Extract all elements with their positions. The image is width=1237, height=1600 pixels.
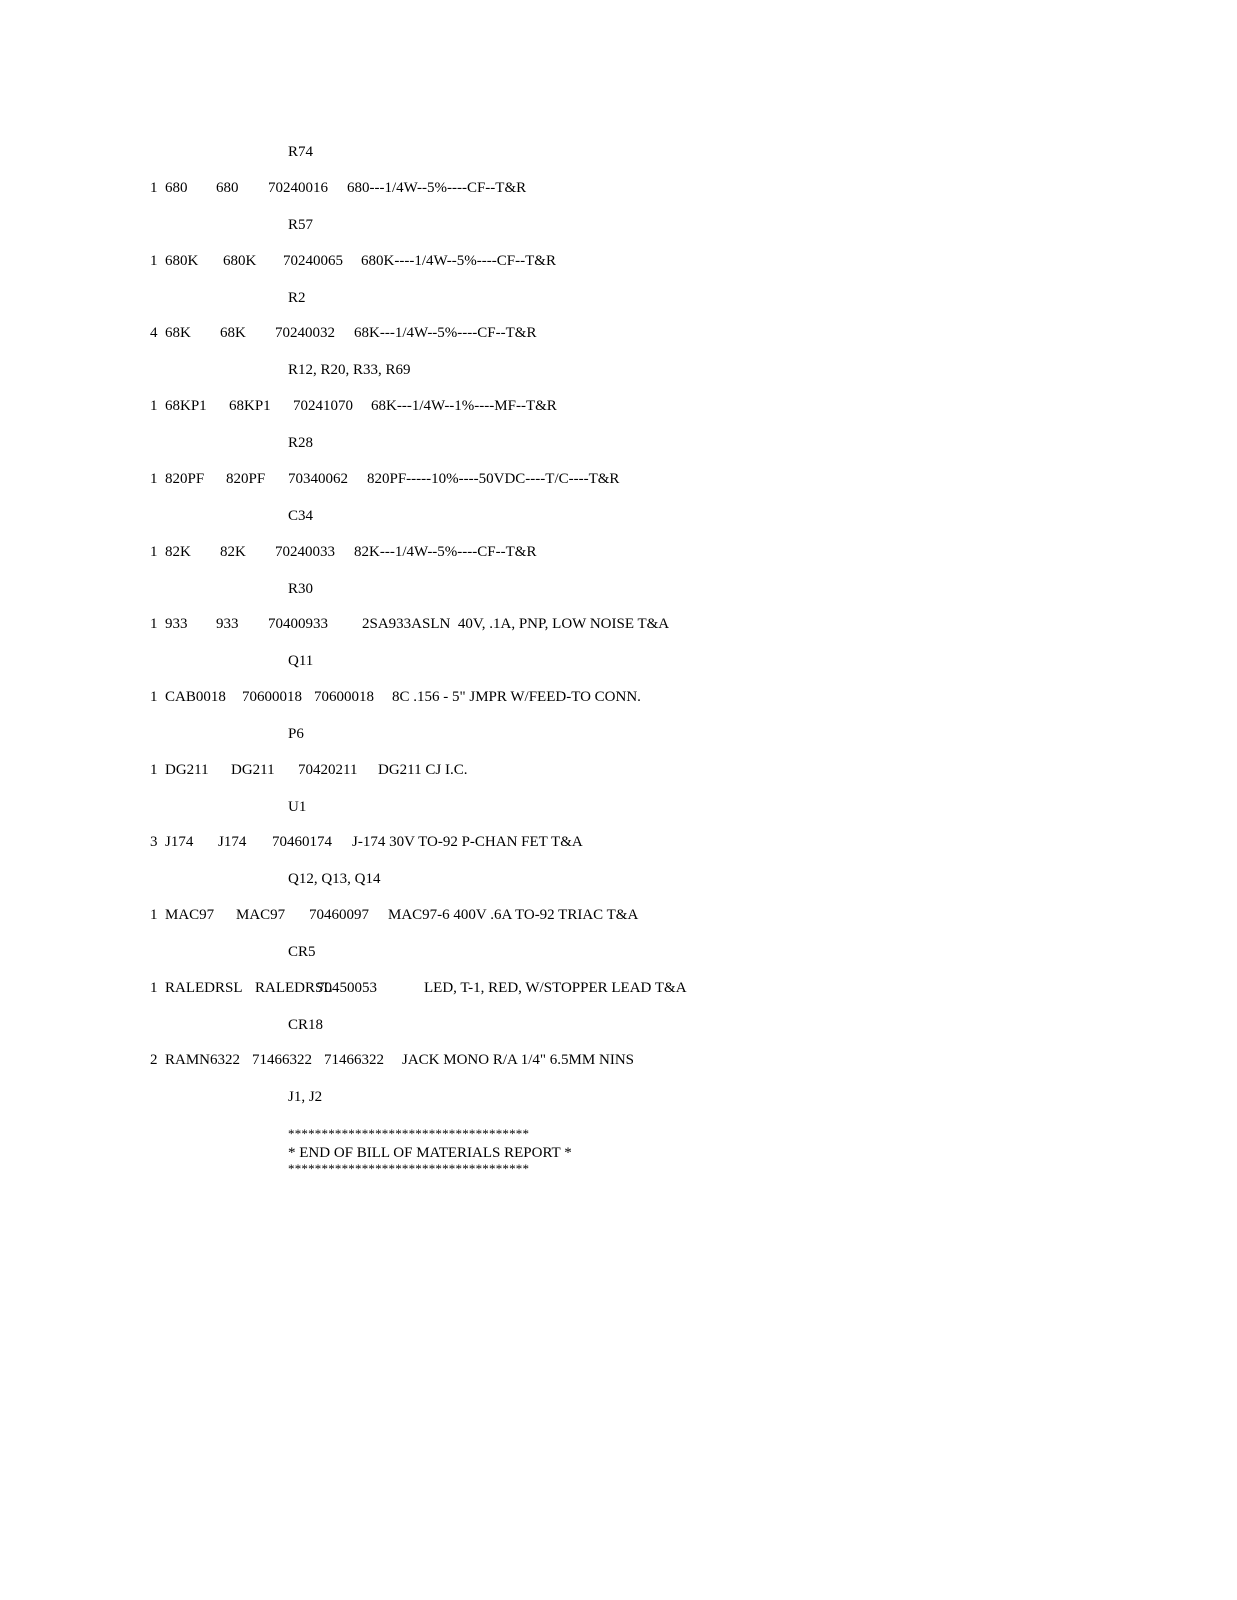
item-part: MAC97 [236,907,286,923]
item-part: 70600018 [242,689,302,705]
item-qty: 1 [150,616,158,632]
item-stock-number: 70340062 [288,471,348,487]
item-qty: 2 [150,1052,158,1068]
item-description: 82K---1/4W--5%----CF--T&R [354,544,537,560]
item-qty: 1 [150,398,158,414]
item-stock-number: 70600018 [314,689,374,705]
item-refdes: CR18 [288,1017,324,1033]
item-part: 71466322 [252,1052,312,1068]
item-description: JACK MONO R/A 1/4" 6.5MM NINS [402,1052,634,1068]
item-stock-number: 70400933 [268,616,328,632]
item-value: 933 [165,616,188,632]
item-value: RAMN6322 [165,1052,241,1068]
item-refdes: P6 [288,726,304,742]
item-description: 680---1/4W--5%----CF--T&R [347,180,527,196]
item-stock-number: 70240016 [268,180,328,196]
item-part: 68KP1 [229,398,271,414]
item-value: 68KP1 [165,398,207,414]
footer-stars-bottom: ************************************ [288,1161,530,1176]
item-refdes: R12, R20, R33, R69 [288,362,411,378]
item-description: 68K---1/4W--5%----CF--T&R [354,325,537,341]
item-part: 820PF [226,471,266,487]
item-description: MAC97-6 400V .6A TO-92 TRIAC T&A [388,907,639,923]
item-refdes: R30 [288,581,314,597]
item-refdes: R2 [288,290,306,306]
item-stock-number: 70241070 [293,398,353,414]
item-stock-number: 70450053 [317,980,377,996]
item-refdes: Q11 [288,653,314,669]
item-refdes: U1 [288,799,307,815]
item-stock-number: 71466322 [324,1052,384,1068]
item-part: 933 [216,616,239,632]
item-qty: 1 [150,180,158,196]
item-refdes: CR5 [288,944,316,960]
item-value: RALEDRSL [165,980,243,996]
item-qty: 1 [150,689,158,705]
item-value: 82K [165,544,191,560]
item-part: 680 [216,180,239,196]
item-stock-number: 70240032 [275,325,335,341]
footer-stars-top: ************************************ [288,1126,530,1141]
item-value: DG211 [165,762,209,778]
item-stock-number: 70460097 [309,907,369,923]
item-description: DG211 CJ I.C. [378,762,468,778]
item-stock-number: 70420211 [298,762,358,778]
item-qty: 1 [150,907,158,923]
item-refdes: R57 [288,217,314,233]
item-value: 68K [165,325,191,341]
item-qty: 1 [150,980,158,996]
item-stock-number: 70240033 [275,544,335,560]
item-qty: 1 [150,253,158,269]
item-part: J174 [218,834,247,850]
item-part: 82K [220,544,246,560]
item-value: J174 [165,834,194,850]
item-description: 68K---1/4W--1%----MF--T&R [371,398,557,414]
item-qty: 4 [150,325,158,341]
item-qty: 1 [150,471,158,487]
item-refdes: J1, J2 [288,1089,323,1105]
item-value: CAB0018 [165,689,226,705]
item-description: 680K----1/4W--5%----CF--T&R [361,253,556,269]
item-description: LED, T-1, RED, W/STOPPER LEAD T&A [424,980,687,996]
item-refdes: R28 [288,435,314,451]
item-part: 68K [220,325,246,341]
item-qty: 1 [150,762,158,778]
item-value: 680K [165,253,199,269]
first-refdes: R74 [288,144,314,160]
item-description: 820PF-----10%----50VDC----T/C----T&R [367,471,620,487]
item-description: 8C .156 - 5" JMPR W/FEED-TO CONN. [392,689,641,705]
item-part: RALEDRSL [255,980,333,996]
item-description: J-174 30V TO-92 P-CHAN FET T&A [352,834,583,850]
item-part: 680K [223,253,257,269]
item-refdes: C34 [288,508,314,524]
item-qty: 1 [150,544,158,560]
item-value: MAC97 [165,907,215,923]
item-qty: 3 [150,834,158,850]
item-value: 820PF [165,471,205,487]
item-description: 2SA933ASLN 40V, .1A, PNP, LOW NOISE T&A [362,616,670,632]
item-part: DG211 [231,762,275,778]
item-stock-number: 70240065 [283,253,343,269]
item-stock-number: 70460174 [272,834,332,850]
item-value: 680 [165,180,188,196]
end-of-report-title: * END OF BILL OF MATERIALS REPORT * [288,1145,572,1161]
item-refdes: Q12, Q13, Q14 [288,871,381,887]
